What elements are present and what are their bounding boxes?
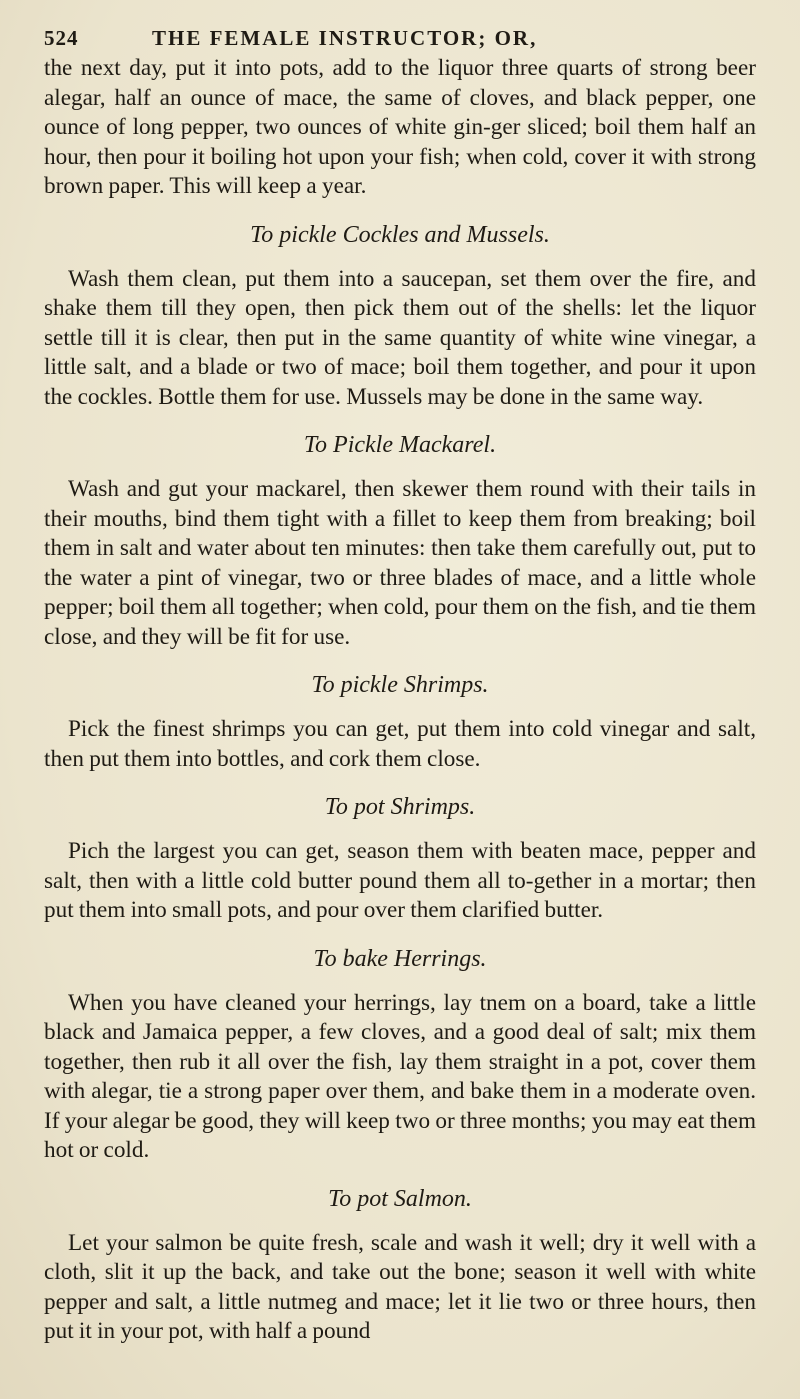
- recipe-title-pot-shrimps: To pot Shrimps.: [324, 794, 476, 820]
- recipe-title-mackarel: To Pickle Mackarel.: [303, 432, 497, 458]
- recipe-text-pickle-shrimps: Pick the finest shrimps you can get, put them into cold vinegar and salt, then put them into bottles, and cork them close.: [44, 716, 756, 772]
- recipe-text-salmon: Let your salmon be quite fresh, scale and wash it well; dry it well with a cloth, slit it up the back, and take out the bone; season it well with white pepper and salt, a little nutmeg and mace; let it lie two or three hours, then put it in your pot, with half a pound: [44, 1229, 756, 1344]
- running-head: [44, 26, 756, 54]
- recipe-text-cockles-mussels: Wash them clean, put them into a saucepan, set them over the fire, and shake them till they open, then pick them out of the shells: let the liquor settle till it is clear, then put in the same quantity of white wine vinegar, a little salt, and a blade or two of mace; boil them together, and pour it upon the cockles. Bottle them for use. Mussels may be done in the same way.: [44, 265, 756, 410]
- page-number: 524: [44, 26, 79, 50]
- recipe-text-mackarel: Wash and gut your mackarel, then skewer them round with their tails in their mouths, bind them tight with a fillet to keep them from breaking; boil them in salt and water about ten minutes: then take them carefully out, put to the water a pint of vinegar, two or three blades of mace, and a little whole pepper; boil them all together; when cold, pour them on the fish, and tie them close, and they will be fit for use.: [44, 476, 756, 650]
- running-title: THE FEMALE INSTRUCTOR; OR,: [152, 26, 538, 50]
- recipe-text-herrings: When you have cleaned your herrings, lay tnem on a board, take a little black and Jamaica pepper, a few cloves, and a good deal of salt; mix them together, then rub it all over the fish, lay them straight in a pot, cover them with alegar, tie a strong paper over them, and bake them in a moderate oven. If your alegar be good, they will keep two or three months; you may eat them hot or cold.: [44, 989, 756, 1163]
- recipe-title-cockles-mussels: To pickle Cockles and Mussels.: [250, 221, 550, 248]
- recipe-title-salmon: To pot Salmon.: [328, 1185, 472, 1212]
- recipe-text-pot-shrimps: Pich the largest you can get, season them with beaten mace, pepper and salt, then with a little cold butter pound them all to-gether in a mortar; then put them into small pots, and pour over them clarified butter.: [44, 838, 756, 923]
- continuation-paragraph: the next day, put it into pots, add to the liquor three quarts of strong beer alegar, half an ounce of mace, the same of cloves, and black pepper, one ounce of long pepper, two ounces of white gin-ger sliced; boil them half an hour, then pour it boiling hot upon your fish; when cold, cover it with strong brown paper. This will keep a year.: [44, 55, 756, 199]
- recipe-title-herrings: To bake Herrings.: [313, 945, 487, 972]
- recipe-title-pickle-shrimps: To pickle Shrimps.: [311, 672, 489, 698]
